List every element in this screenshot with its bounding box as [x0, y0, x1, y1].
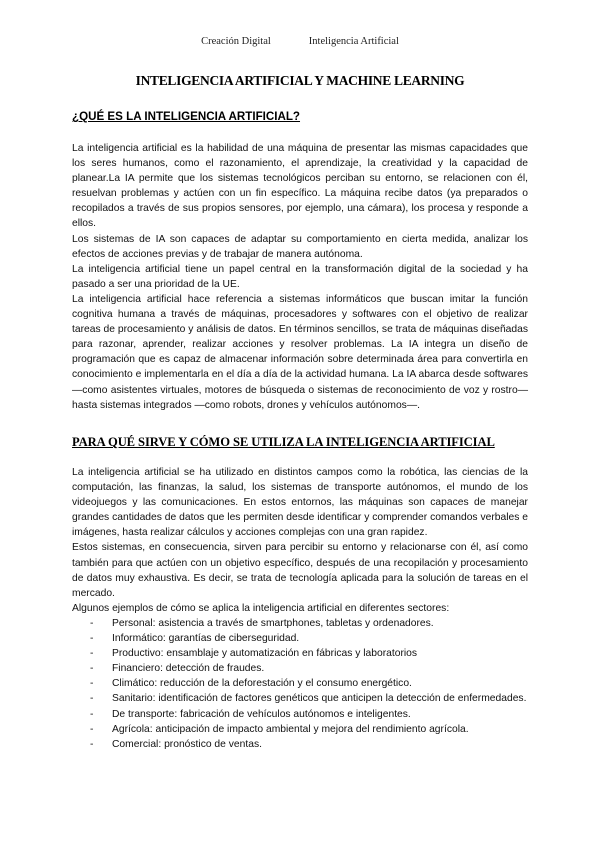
bullet-dash: -: [90, 648, 94, 660]
list-item: [72, 691, 528, 706]
list-item-text: Climático: reducción de la deforestación y el consumo energético.: [112, 678, 412, 690]
list-item-text: Sanitario: identificación de factores genéticos que anticipen la detección de enfermedades.: [112, 693, 527, 705]
list-item: [72, 722, 528, 737]
list-item: [72, 616, 528, 631]
paragraph: La inteligencia artificial hace referencia a sistemas informáticos que buscan imitar la función cognitiva humana a través de máquinas, procesadores y softwares con el objetivo de realizar tareas de procesamiento y análisis de datos. En términos sencillos, se trata de máquinas diseñadas para razonar, aprender, realizar acciones y resolver problemas. La IA integra un diseño de programación que es capaz de almacenar información sobre determinada área para convertirla en conocimiento e implementarla en el día a día de la actividad humana. La IA abarca desde softwares —como asistentes virtuales, motores de búsqueda o sistemas de reconocimiento de voz y rostro— hasta sistemas integrados —como robots, drones y vehículos autónomos—.: [72, 293, 528, 411]
bullet-dash: -: [90, 693, 94, 705]
list-item: [72, 646, 528, 661]
bullet-dash: -: [90, 738, 94, 750]
sector-list: [72, 616, 528, 752]
section-body-uses-of-ai: [72, 465, 528, 752]
section-heading-uses-of-ai: PARA QUÉ SIRVE Y CÓMO SE UTILIZA LA INTELIGENCIA ARTIFICIAL: [72, 435, 495, 449]
list-item-text: Financiero: detección de fraudes.: [112, 663, 265, 675]
paragraph: Algunos ejemplos de cómo se aplica la inteligencia artificial en diferentes sectores:: [72, 602, 450, 614]
list-item: [72, 676, 528, 691]
bullet-dash: -: [90, 617, 94, 629]
list-item-text: Personal: asistencia a través de smartphones, tabletas y ordenadores.: [112, 617, 434, 629]
section-heading-what-is-ai: ¿QUÉ ES LA INTELIGENCIA ARTIFICIAL?: [72, 110, 301, 123]
list-item-text: Comercial: pronóstico de ventas.: [112, 738, 262, 750]
section-body-what-is-ai: [72, 141, 528, 413]
list-item-text: Agrícola: anticipación de impacto ambiental y mejora del rendimiento agrícola.: [112, 723, 469, 735]
header-right-text: Inteligencia Artificial: [308, 36, 399, 47]
document-title: INTELIGENCIA ARTIFICIAL Y MACHINE LEARNING: [135, 73, 465, 88]
bullet-dash: -: [90, 633, 94, 645]
list-item-text: Informático: garantías de ciberseguridad.: [112, 633, 300, 645]
paragraph: La inteligencia artificial se ha utilizado en distintos campos como la robótica, las ciencias de la computación, las finanzas, la salud, los sistemas de transporte autónomos, el mundo de los videojuegos y las comunicaciones. En estos entornos, las máquinas son capaces de manejar grandes cantidades de datos que les permiten desde identificar y comprender comandos verbales e imágenes, hasta realizar cálculos y acciones complejas con una gran rapidez.: [72, 467, 528, 539]
page-header: [0, 36, 600, 47]
paragraph: La inteligencia artificial tiene un papel central en la transformación digital de la sociedad y ha pasado a ser una prioridad de la UE.: [72, 263, 528, 290]
list-item: [72, 631, 528, 646]
list-item-text: De transporte: fabricación de vehículos autónomos e inteligentes.: [112, 708, 411, 720]
bullet-dash: -: [90, 663, 94, 675]
bullet-dash: -: [90, 708, 94, 720]
paragraph: Estos sistemas, en consecuencia, sirven para percibir su entorno y relacionarse con él, así como también para que actúen con un objetivo específico, después de una recopilación y procesamiento de datos muy exhaustiva. Es decir, se trata de tecnología aplicada para la solución de tareas en el mercado.: [72, 542, 528, 599]
bullet-dash: -: [90, 678, 94, 690]
list-item: [72, 737, 528, 752]
paragraph: Los sistemas de IA son capaces de adaptar su comportamiento en cierta medida, analizar los efectos de acciones previas y de trabajar de manera autónoma.: [72, 233, 528, 260]
bullet-dash: -: [90, 723, 94, 735]
list-item-text: Productivo: ensamblaje y automatización en fábricas y laboratorios: [112, 648, 418, 660]
list-item: [72, 707, 528, 722]
paragraph: La inteligencia artificial es la habilidad de una máquina de presentar las mismas capacidades que los seres humanos, como el razonamiento, el aprendizaje, la creatividad y la capacidad de planear.La IA permite que los sistemas tecnológicos perciban su entorno, se relacionen con él, resuelvan problemas y actúen con un fin específico. La máquina recibe datos (ya preparados o recopilados a través de sus propios sensores, por ejemplo, una cámara), los procesa y responde a ellos.: [72, 143, 528, 230]
list-item: [72, 661, 528, 676]
header-left-text: Creación Digital: [201, 36, 271, 47]
